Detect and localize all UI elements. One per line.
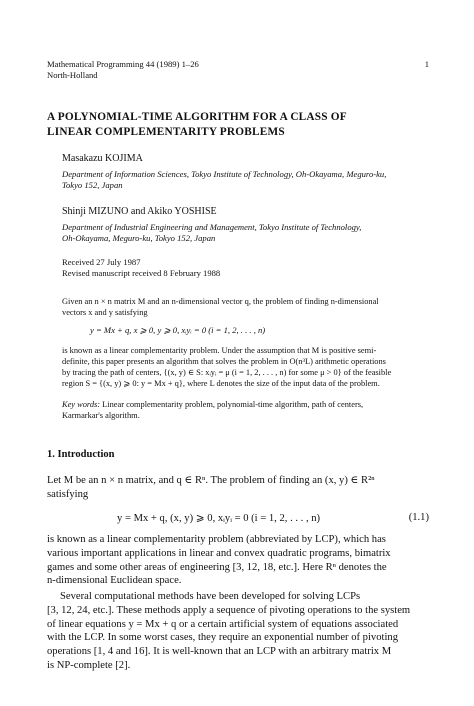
equation-1-1: y = Mx + q, (x, y) ⩾ 0, xᵢyᵢ = 0 (i = 1, 2, . . . , n) xyxy=(117,513,321,524)
body-line: n-dimensional Euclidean space. xyxy=(47,575,182,587)
author-block-2 xyxy=(62,206,442,244)
affiliation-line: Oh-Okayama, Meguro-ku, Tokyo 152, Japan xyxy=(62,233,216,243)
abstract-line: region S = {(x, y) ⩾ 0: y = Mx + q}, where L denotes the size of the input data of the problem. xyxy=(62,379,380,388)
abstract-line: is known as a linear complementarity problem. Under the assumption that M is positive semi- xyxy=(62,346,377,355)
body-line: various important applications in linear and convex quadratic programs, bimatrix xyxy=(47,547,391,559)
author-name: Masakazu KOJIMA xyxy=(62,153,143,164)
body-line: operations [1, 4 and 16]. It is well-known that an LCP with an arbitrary matrix M xyxy=(47,646,392,658)
title-line-1: A POLYNOMIAL-TIME ALGORITHM FOR A CLASS OF xyxy=(47,111,347,123)
affiliation-line: Department of Information Sciences, Tokyo Institute of Technology, Oh-Okayama, Meguro-ku, xyxy=(62,169,387,179)
keywords-text: Linear complementarity problem, polynomial-time algorithm, path of centers, xyxy=(100,400,364,409)
author-block-1 xyxy=(62,153,442,191)
body-line: Let M be an n × n matrix, and q ∈ Rⁿ. The problem of finding an (x, y) ∈ R²ⁿ xyxy=(47,475,375,486)
intro-paragraph-3 xyxy=(47,590,429,673)
body-line: of linear equations y = Mx + q or a certain artificial system of equations associated xyxy=(47,618,399,630)
author-affiliation xyxy=(62,169,442,191)
equation-number: (1.1) xyxy=(408,512,429,523)
body-line: is NP-complete [2]. xyxy=(47,659,131,671)
page-number: 1 xyxy=(424,59,429,69)
section-heading: 1. Introduction xyxy=(47,449,115,460)
keywords xyxy=(62,399,430,421)
keywords-line xyxy=(62,399,430,410)
body-line: games and some other areas of engineering [3, 12, 18, etc.]. Here Rⁿ denotes the xyxy=(47,561,387,573)
abstract-equation: y = Mx + q, x ⩾ 0, y ⩾ 0, xᵢyᵢ = 0 (i = 1, 2, . . . , n) xyxy=(90,325,266,335)
body-line: satisfying xyxy=(47,488,89,500)
affiliation-line: Tokyo 152, Japan xyxy=(62,180,123,190)
title-line-2: LINEAR COMPLEMENTARITY PROBLEMS xyxy=(47,126,285,138)
body-line: Several computational methods have been developed for solving LCPs xyxy=(60,591,361,602)
body-line: is known as a linear complementarity problem (abbreviated by LCP), which has xyxy=(47,534,386,545)
abstract-paragraph-2 xyxy=(62,345,430,389)
abstract-line: definite, this paper presents an algorithm that solves the problem in O(n³L) arithmetic operations xyxy=(62,357,386,366)
received-dates xyxy=(62,257,220,279)
abstract-line: Given an n × n matrix M and an n-dimensional vector q, the problem of finding n-dimensional xyxy=(62,297,379,306)
publisher: North-Holland xyxy=(47,70,98,80)
keywords-label: Key words: xyxy=(62,400,101,409)
intro-paragraph-2 xyxy=(47,533,429,588)
abstract-line: vectors x and y satisfying xyxy=(62,308,148,317)
abstract-line: by tracing the path of centers, {(x, y) ∈ S: xᵢyᵢ = μ (i = 1, 2, . . . , n) for some μ > 0} of the feasible xyxy=(62,368,392,377)
affiliation-line: Department of Industrial Engineering and Management, Tokyo Institute of Technology, xyxy=(62,222,362,232)
journal-citation: Mathematical Programming 44 (1989) 1–26 xyxy=(47,59,199,69)
body-line: with the LCP. In some worst cases, they require an exponential number of pivoting xyxy=(47,632,398,644)
abstract-paragraph-1 xyxy=(62,296,430,318)
keywords-line: Karmarkar's algorithm. xyxy=(62,411,140,420)
revised-date: Revised manuscript received 8 February 1988 xyxy=(62,268,221,278)
received-date: Received 27 July 1987 xyxy=(62,257,141,267)
intro-paragraph-1 xyxy=(47,474,429,502)
author-affiliation xyxy=(62,222,442,244)
author-name: Shinji MIZUNO and Akiko YOSHISE xyxy=(62,206,217,217)
body-line: [3, 12, 24, etc.]. These methods apply a sequence of pivoting operations to the system xyxy=(47,604,411,616)
paper-title xyxy=(47,110,437,140)
journal-header xyxy=(47,59,199,81)
